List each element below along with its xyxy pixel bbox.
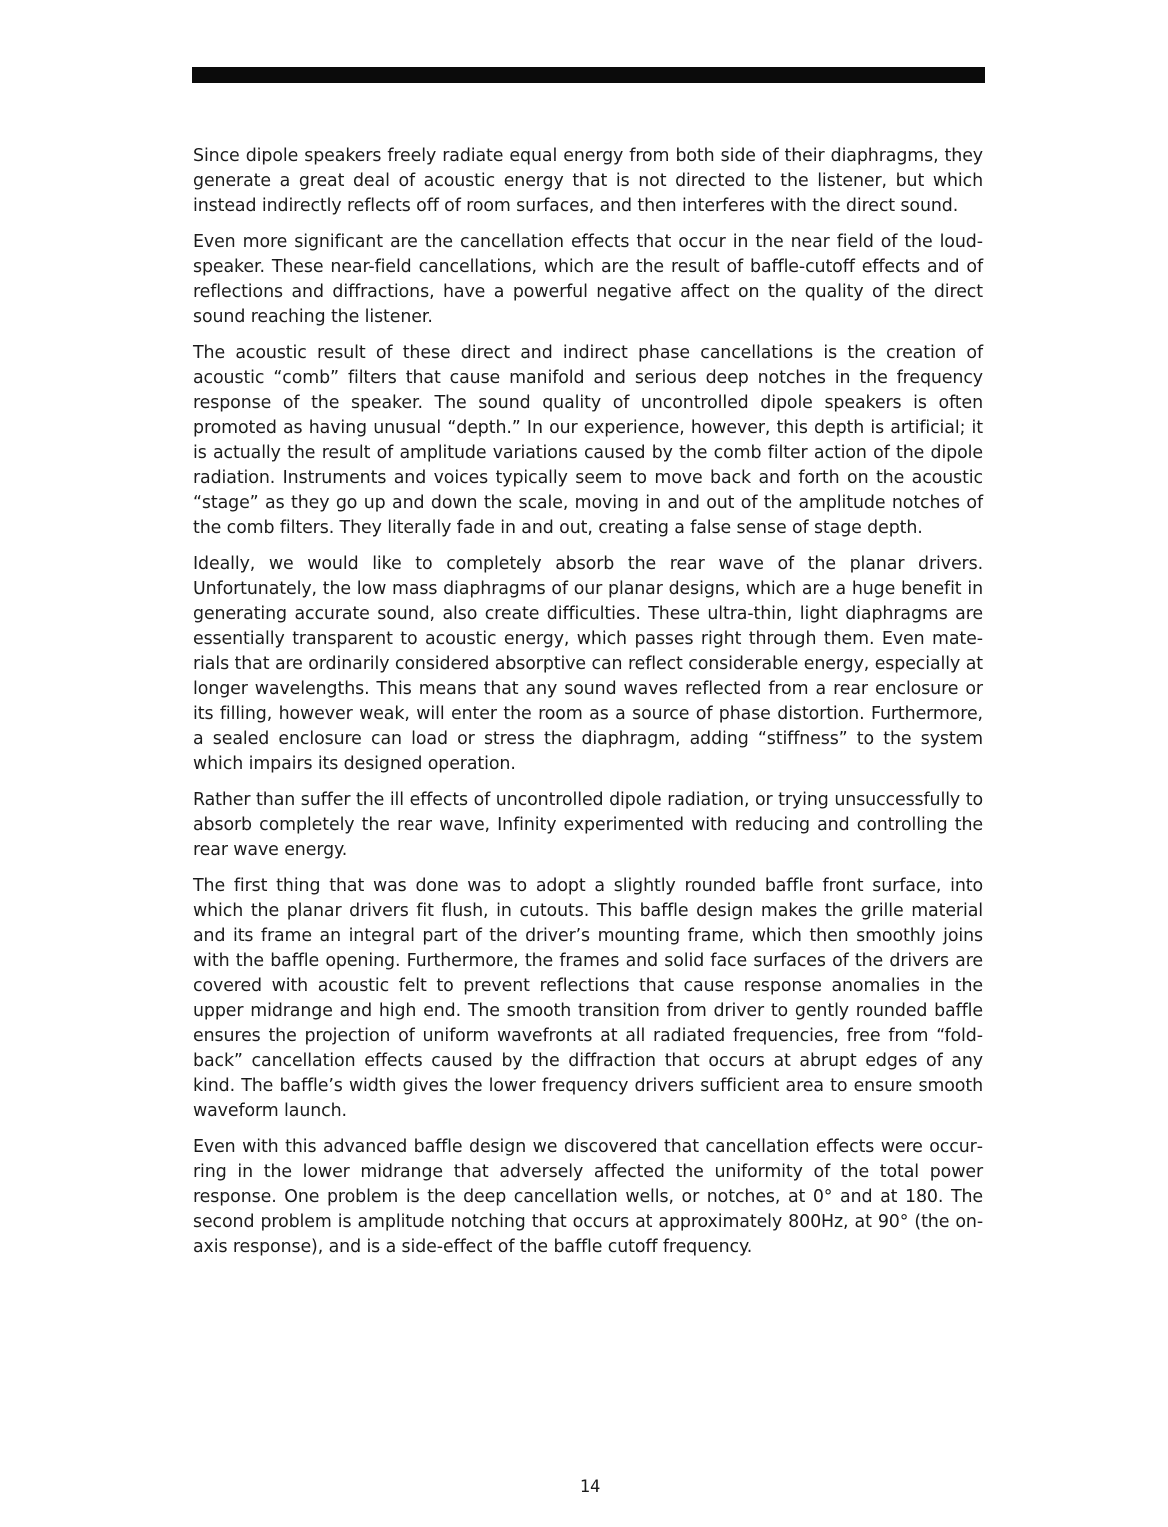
header-rule [192,67,985,83]
paragraph-rear-wave-absorption: Ideally, we would like to completely absorb the rear wave of the planar drivers. Unfortunately, the low mass diaphragms of our planar designs, which are a huge benefit in generating accurate sound, also create difficulties. These ultra-thin, light diaphragms are essentially transparent to acoustic energy, which passes right through them. Even materials that are ordinarily considered absorptive can reflect considerable energy, especially at longer wavelengths. This means that any sound waves reflected from a rear enclosure or its filling, however weak, will enter the room as a source of phase distortion. Furthermore, a sealed enclosure can load or stress the diaphragm, adding “stiffness” to the system which impairs its designed operation. [193,554,983,774]
paragraph-midrange-cancellation: Even with this advanced baffle design we discovered that cancellation effects were occurring in the lower midrange that adversely affected the uniformity of the total power response. One problem is the deep cancellation wells, or notches, at 0° and at 180. The second problem is amplitude notching that occurs at approximately 800Hz, at 90° (the on-axis response), and is a side-effect of the baffle cutoff frequency. [193,1137,983,1257]
paragraph-dipole-radiation: Since dipole speakers freely radiate equal energy from both side of their diaphragms, they generate a great deal of acoustic energy that is not directed to the listener, but which instead indirectly reflects off of room surfaces, and then interferes with the direct sound. [193,146,983,216]
body-text [193,144,983,1271]
paragraph-rear-wave-control: Rather than suffer the ill effects of uncontrolled dipole radiation, or trying unsuccessfully to absorb completely the rear wave, Infinity experimented with reducing and controlling the rear wave energy. [193,790,983,860]
page-number: 14 [579,1477,601,1497]
paragraph-near-field-cancellation: Even more significant are the cancellation effects that occur in the near field of the loudspeaker. These near-field cancellations, which are the result of baffle-cutoff effects and of reflections and diffractions, have a powerful negative affect on the quality of the direct sound reaching the listener. [193,232,983,327]
paragraph-baffle-design: The first thing that was done was to adopt a slightly rounded baffle front surface, into which the planar drivers fit flush, in cutouts. This baffle design makes the grille material and its frame an integral part of the driver’s mounting frame, which then smoothly joins with the baffle opening. Furthermore, the frames and solid face surfaces of the drivers are covered with acoustic felt to prevent reflections that cause response anomalies in the upper midrange and high end. The smooth transition from driver to gently rounded baffle ensures the projection of uniform wavefronts at all radiated frequencies, free from “foldback” cancellation effects caused by the diffraction that occurs at abrupt edges of any kind. The baffle’s width gives the lower frequency drivers sufficient area to ensure smooth waveform launch. [193,876,983,1121]
paragraph-comb-filters: The acoustic result of these direct and indirect phase cancellations is the creation of acoustic “comb” filters that cause manifold and serious deep notches in the frequency response of the speaker. The sound quality of uncontrolled dipole speakers is often promoted as having unusual “depth.” In our experience, however, this depth is artificial; it is actually the result of amplitude variations caused by the comb filter action of the dipole radiation. Instruments and voices typically seem to move back and forth on the acoustic “stage” as they go up and down the scale, moving in and out of the amplitude notches of the comb filters. They literally fade in and out, creating a false sense of stage depth. [193,343,983,538]
